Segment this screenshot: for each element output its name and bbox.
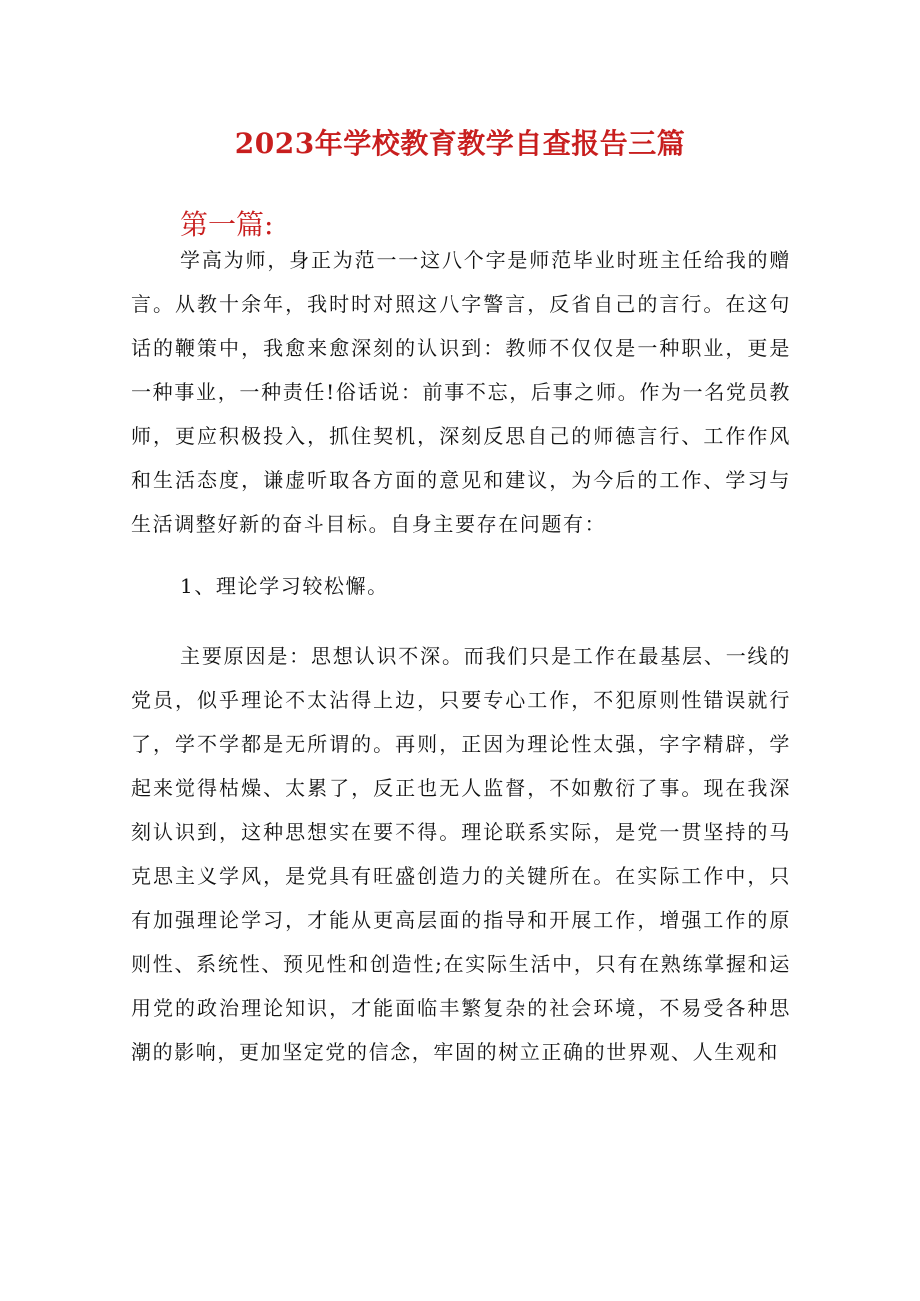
list-item-1: 1、理论学习较松懈。 bbox=[180, 574, 389, 598]
paragraph-reason: 主要原因是：思想认识不深。而我们只是工作在最基层、一线的党员，似乎理论不太沾得上边，只要专心工作，不犯原则性错误就行了，学不学都是无所谓的。再则，正因为理论性太强，字字精辟，学起来觉得枯燥、太累了，反正也无人监督，不如敷衍了事。现在我深刻认识到，这种思想实在要不得。理论联系实际，是党一贯坚持的马克思主义学风，是党具有旺盛创造力的关键所在。在实际工作中，只有加强理论学习，才能从更高层面的指导和开展工作，增强工作的原则性、系统性、预见性和创造性;在实际生活中，只有在熟练掌握和运用党的政治理论知识，才能面临丰繁复杂的社会环境，不易受各种思潮的影响，更加坚定党的信念，牢固的树立正确的世界观、人生观和 bbox=[131, 644, 791, 1064]
document-title: 2023年学校教育教学自查报告三篇 bbox=[234, 127, 686, 160]
paragraph-intro: 学高为师，身正为范一一这八个字是师范毕业时班主任给我的赠言。从教十余年，我时时对照这八字警言，反省自己的言行。在这句话的鞭策中，我愈来愈深刻的认识到：教师不仅仅是一种职业，更是一种事业，一种责任!俗话说：前事不忘，后事之师。作为一名党员教师，更应积极投入，抓住契机，深刻反思自己的师德言行、工作作风和生活态度，谦虚听取各方面的意见和建议，为今后的工作、学习与生活调整好新的奋斗目标。自身主要存在问题有： bbox=[131, 248, 791, 536]
section-heading: 第一篇: bbox=[180, 208, 274, 241]
body-text bbox=[131, 238, 791, 1092]
